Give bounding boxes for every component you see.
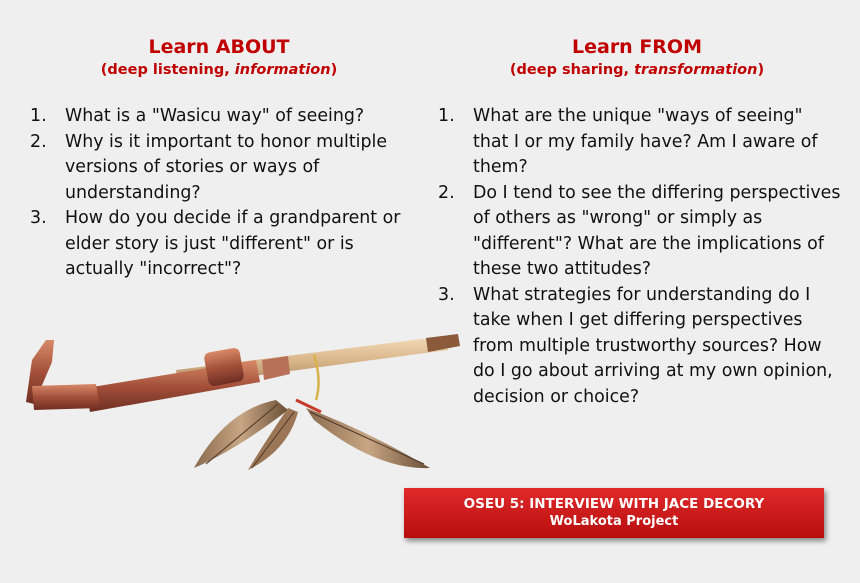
learn-from-question-list <box>432 104 842 410</box>
pipe-band <box>262 356 290 380</box>
banner-title: OSEU 5: INTERVIEW WITH JACE DECORY <box>463 496 765 512</box>
learn-from-header <box>432 34 842 80</box>
question-number: 3. <box>30 208 47 228</box>
learn-from-subtitle <box>432 60 842 80</box>
question-text: What strategies for understanding do I take when I get differing perspectives from multiple trustworthy sources? How do I go about arriving at my own opinion, decision or choice? <box>473 284 833 407</box>
question-number: 1. <box>30 106 47 126</box>
question-item <box>432 104 842 181</box>
question-text: Do I tend to see the differing perspectives of others as "wrong" or simply as "different"? What are the implications of these two attitudes? <box>473 182 841 279</box>
question-text: What is a "Wasicu way" of seeing? <box>65 106 365 126</box>
question-text: What are the unique "ways of seeing" that I or my family have? Am I aware of them? <box>473 106 818 177</box>
learn-from-subtitle-prefix: (deep sharing, <box>509 62 635 78</box>
learn-about-subtitle-prefix: (deep listening, <box>100 62 235 78</box>
learn-from-subtitle-suffix: ) <box>757 62 765 78</box>
interview-banner <box>404 488 824 538</box>
question-number: 3. <box>438 284 455 305</box>
pipe-bead-wrap <box>203 347 244 387</box>
question-item <box>24 130 414 207</box>
question-number: 1. <box>438 106 455 126</box>
learn-about-subtitle <box>24 60 414 80</box>
learn-from-title: Learn FROM <box>572 36 702 58</box>
question-item <box>24 104 414 130</box>
learn-about-header <box>24 34 414 80</box>
learn-from-column <box>432 34 842 410</box>
question-item <box>432 283 842 411</box>
learn-about-title: Learn ABOUT <box>148 36 290 58</box>
banner-subtitle: WoLakota Project <box>549 514 679 529</box>
question-text: Why is it important to honor multiple versions of stories or ways of understanding? <box>65 131 388 203</box>
learn-about-subtitle-emphasis: information <box>234 62 331 78</box>
learn-about-subtitle-suffix: ) <box>330 62 338 78</box>
learn-about-column <box>24 34 414 283</box>
question-text: How do you decide if a grandparent or elder story is just "different" or is actually "incorrect"? <box>65 208 401 279</box>
pipe-bowl-base <box>32 384 100 410</box>
question-item <box>24 206 414 283</box>
sacred-pipe-illustration <box>26 300 466 480</box>
question-number: 2. <box>438 182 455 203</box>
question-number: 2. <box>30 131 47 152</box>
learn-from-subtitle-emphasis: transformation <box>634 62 758 78</box>
learn-about-question-list <box>24 104 414 283</box>
question-item <box>432 181 842 283</box>
